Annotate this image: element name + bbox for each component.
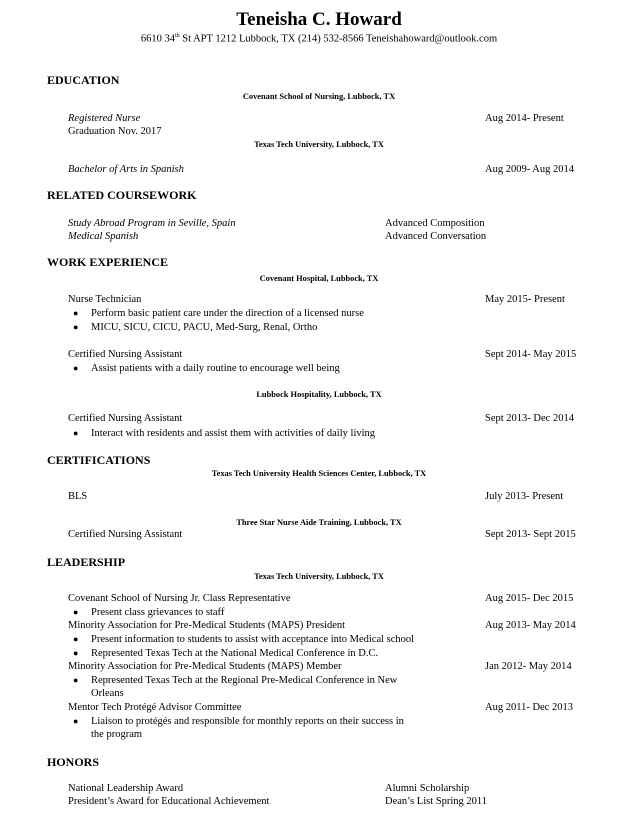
degree-rn: Registered Nurse bbox=[68, 113, 141, 124]
resume-name: Teneisha C. Howard bbox=[236, 9, 402, 30]
bullet-icon: ● bbox=[73, 634, 79, 644]
bullet-text: Perform basic patient care under the direction of a licensed nurse bbox=[91, 308, 364, 319]
cert-dates: Sept 2013- Sept 2015 bbox=[485, 529, 576, 540]
cert-dates: July 2013- Present bbox=[485, 491, 564, 502]
bullet-item bbox=[73, 428, 376, 440]
bullet-icon: ● bbox=[73, 363, 79, 373]
section-heading-honors: HONORS bbox=[47, 755, 100, 769]
cert-name: BLS bbox=[68, 491, 88, 502]
bullet-text-continued: the program bbox=[91, 729, 143, 740]
job-dates: Sept 2014- May 2015 bbox=[485, 349, 577, 360]
bullet-icon: ● bbox=[73, 428, 79, 438]
bullet-text: MICU, SICU, CICU, PACU, Med-Surg, Renal, Ortho bbox=[91, 322, 318, 333]
bullet-icon: ● bbox=[73, 716, 79, 726]
course-item: Medical Spanish bbox=[68, 231, 139, 242]
honor-item: Alumni Scholarship bbox=[385, 783, 470, 794]
section-heading-coursework: RELATED COURSEWORK bbox=[47, 188, 197, 202]
bullet-item bbox=[73, 322, 318, 334]
cert-name: Certified Nursing Assistant bbox=[68, 529, 183, 540]
bullet-item bbox=[73, 634, 415, 646]
org-lubbock-hospitality: Lubbock Hospitality, Lubbock, TX bbox=[256, 390, 382, 399]
course-item: Advanced Conversation bbox=[385, 231, 487, 242]
bullet-icon: ● bbox=[73, 322, 79, 332]
course-item: Advanced Composition bbox=[385, 218, 485, 229]
role-dates: Aug 2011- Dec 2013 bbox=[485, 702, 573, 713]
bullet-text: Present class grievances to staff bbox=[91, 607, 225, 618]
job-title: Certified Nursing Assistant bbox=[68, 413, 183, 424]
org-texas-tech-leadership: Texas Tech University, Lubbock, TX bbox=[254, 572, 384, 581]
address-start: 6610 34 bbox=[140, 33, 175, 45]
role-dates: Aug 2013- May 2014 bbox=[485, 620, 576, 631]
job-title: Nurse Technician bbox=[68, 294, 142, 305]
address-rest: St APT 1212 Lubbock, TX (214) 532-8566 Teneishahoward@outlook.com bbox=[179, 33, 498, 45]
org-covenant-school: Covenant School of Nursing, Lubbock, TX bbox=[242, 92, 396, 101]
contact-line bbox=[0, 33, 638, 46]
degree-rn-graduation: Graduation Nov. 2017 bbox=[68, 126, 162, 137]
course-item: Study Abroad Program in Seville, Spain bbox=[68, 218, 236, 229]
honor-item: President’s Award for Educational Achievement bbox=[68, 796, 270, 807]
bullet-icon: ● bbox=[73, 308, 79, 318]
job-dates: May 2015- Present bbox=[485, 294, 565, 305]
address-ordinal: th bbox=[174, 33, 180, 39]
degree-ba: Bachelor of Arts in Spanish bbox=[68, 164, 184, 175]
bullet-icon: ● bbox=[73, 648, 79, 658]
bullet-text: Liaison to protégés and responsible for monthly reports on their success in bbox=[91, 716, 404, 727]
role-title: Mentor Tech Protégé Advisor Committee bbox=[68, 702, 242, 713]
section-heading-leadership: LEADERSHIP bbox=[47, 555, 126, 569]
role-dates: Aug 2015- Dec 2015 bbox=[485, 593, 574, 604]
job-title: Certified Nursing Assistant bbox=[68, 349, 183, 360]
bullet-item bbox=[73, 308, 364, 320]
bullet-item bbox=[73, 675, 398, 687]
role-title: Minority Association for Pre-Medical Students (MAPS) President bbox=[68, 620, 346, 631]
bullet-icon: ● bbox=[73, 607, 79, 617]
section-heading-education: EDUCATION bbox=[47, 73, 120, 87]
role-title: Minority Association for Pre-Medical Students (MAPS) Member bbox=[68, 661, 342, 672]
bullet-item bbox=[73, 363, 340, 375]
bullet-item bbox=[73, 716, 404, 728]
section-heading-work: WORK EXPERIENCE bbox=[47, 255, 169, 269]
bullet-text: Represented Texas Tech at the National Medical Conference in D.C. bbox=[91, 648, 379, 659]
bullet-icon: ● bbox=[73, 675, 79, 685]
org-three-star: Three Star Nurse Aide Training, Lubbock, TX bbox=[236, 518, 402, 527]
role-dates: Jan 2012- May 2014 bbox=[485, 661, 572, 672]
degree-ba-dates: Aug 2009- Aug 2014 bbox=[485, 164, 574, 175]
section-heading-certifications: CERTIFICATIONS bbox=[47, 453, 151, 467]
role-title: Covenant School of Nursing Jr. Class Representative bbox=[68, 593, 291, 604]
bullet-text: Interact with residents and assist them with activities of daily living bbox=[91, 428, 376, 439]
org-ttuhsc: Texas Tech University Health Sciences Center, Lubbock, TX bbox=[211, 469, 427, 478]
honor-item: National Leadership Award bbox=[68, 783, 184, 794]
degree-rn-dates: Aug 2014- Present bbox=[485, 113, 564, 124]
bullet-item bbox=[73, 648, 379, 660]
honor-item: Dean’s List Spring 2011 bbox=[385, 796, 487, 807]
org-texas-tech: Texas Tech University, Lubbock, TX bbox=[254, 140, 384, 149]
bullet-text: Assist patients with a daily routine to encourage well being bbox=[91, 363, 340, 374]
bullet-text: Present information to students to assist with acceptance into Medical school bbox=[91, 634, 415, 645]
bullet-text: Represented Texas Tech at the Regional Pre-Medical Conference in New bbox=[91, 675, 398, 686]
bullet-item bbox=[73, 607, 225, 619]
org-covenant-hospital: Covenant Hospital, Lubbock, TX bbox=[259, 274, 379, 283]
job-dates: Sept 2013- Dec 2014 bbox=[485, 413, 574, 424]
bullet-text-continued: Orleans bbox=[91, 688, 124, 699]
